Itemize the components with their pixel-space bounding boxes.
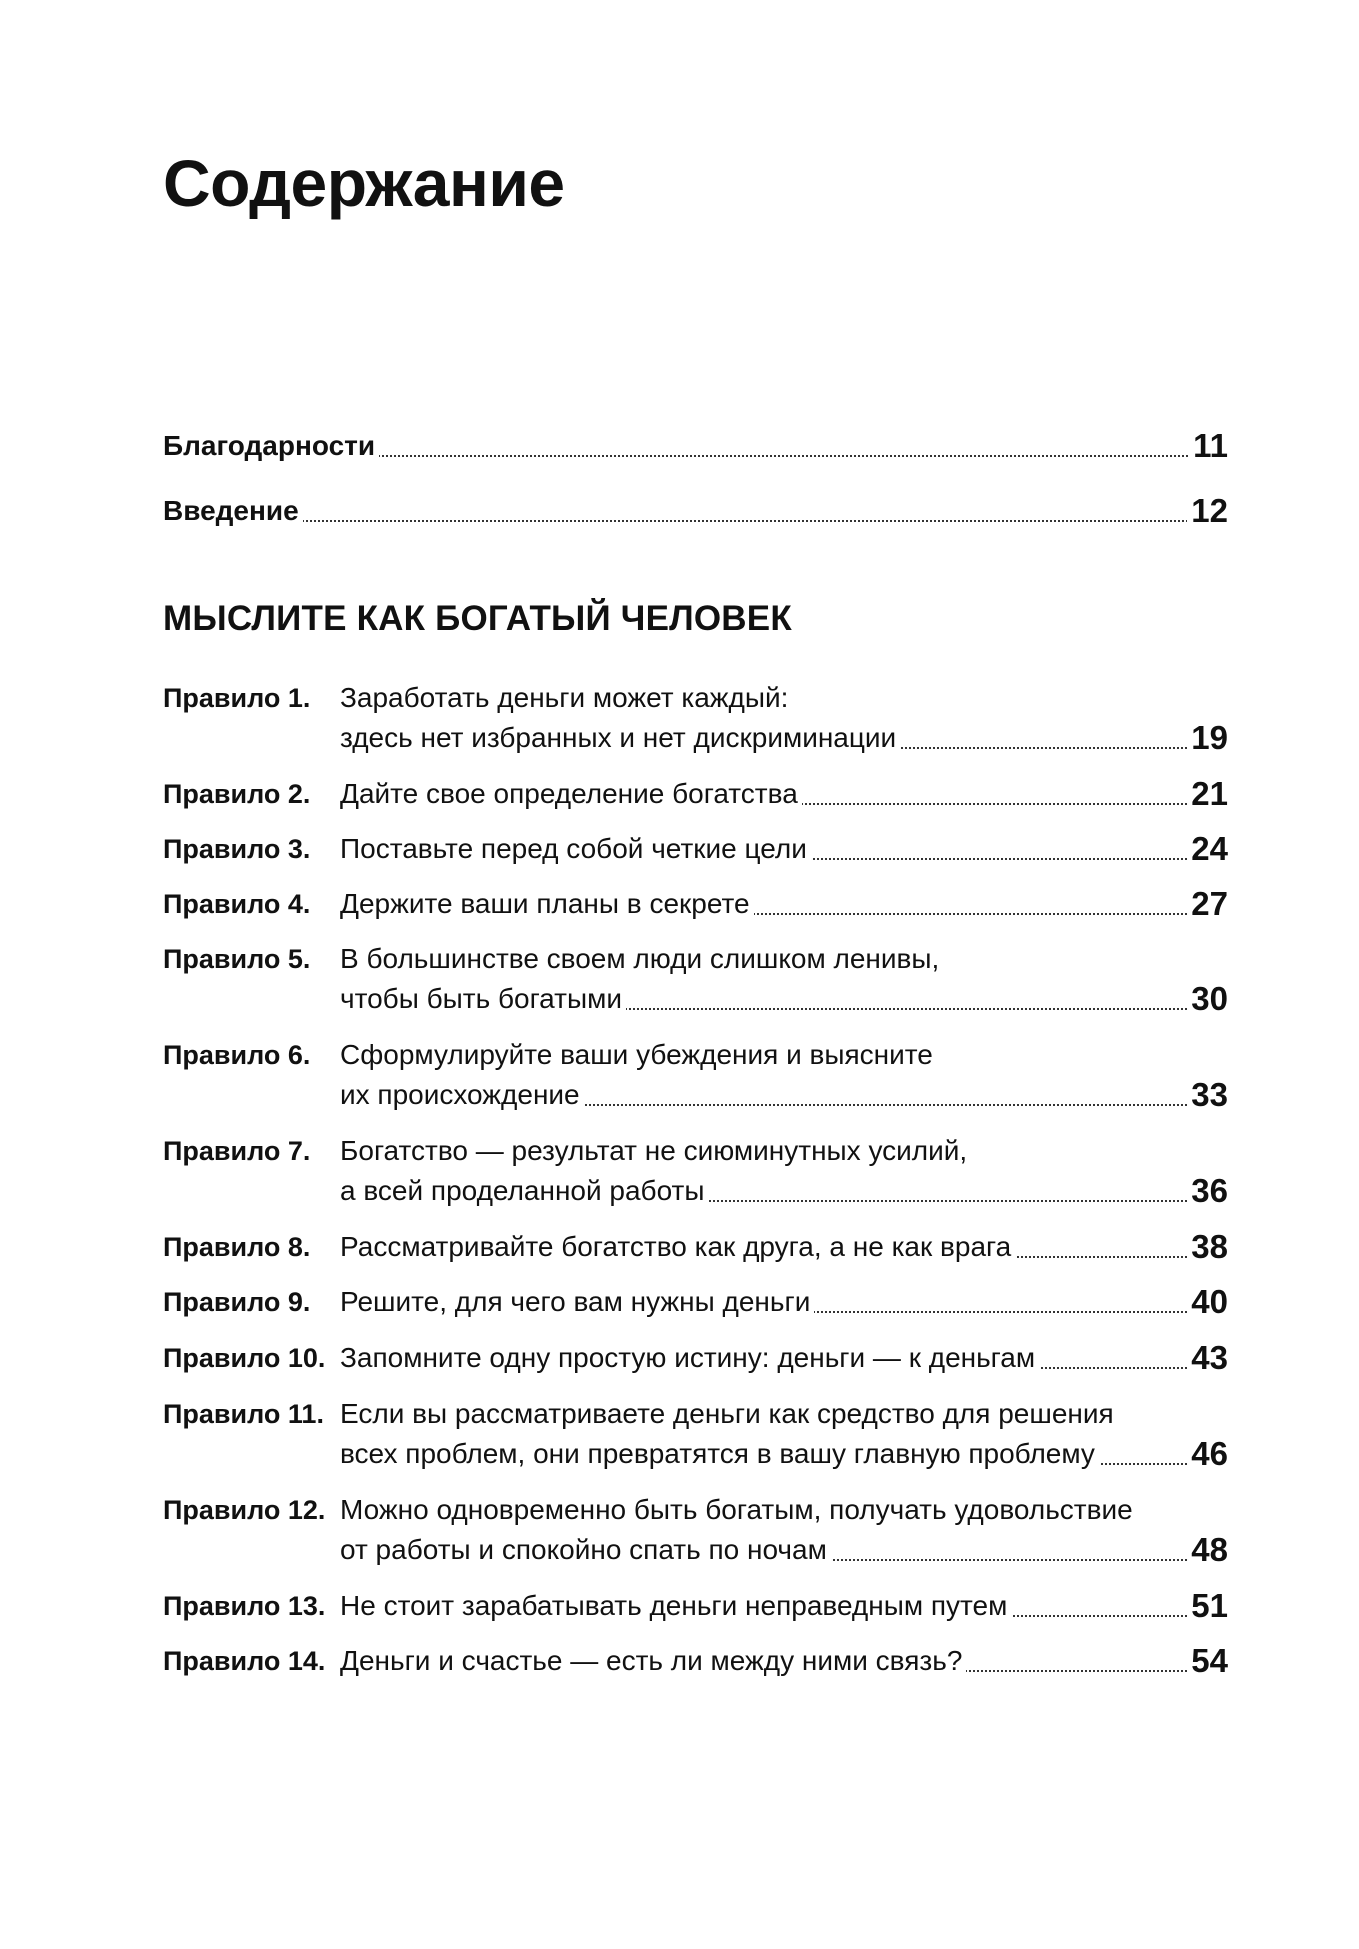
- rule-label: Правило 9.: [163, 1287, 311, 1317]
- rule-title-line2-row: [0, 979, 1359, 1019]
- rule-title: Рассматривайте богатство как друга, а не как врага: [340, 1227, 1015, 1267]
- rule-title: Дайте свое определение богатства: [340, 774, 802, 814]
- rule-page: 27: [1187, 884, 1228, 924]
- rule-title-line2: всех проблем, они превратятся в вашу главную проблему: [340, 1434, 1099, 1474]
- rule-page: 30: [1187, 979, 1228, 1019]
- rule-page: 21: [1187, 774, 1228, 814]
- rule-title-line2-row: [0, 1075, 1359, 1115]
- rule-page: 19: [1187, 718, 1228, 758]
- rule-title-row: [0, 1641, 1359, 1681]
- toc-entry-acknowledgements[interactable]: [0, 426, 1359, 466]
- rule-title-line2: от работы и спокойно спать по ночам: [340, 1530, 831, 1570]
- rule-label: Правило 10.: [163, 1343, 326, 1373]
- rule-page: 46: [1187, 1434, 1228, 1474]
- rule-page: 43: [1187, 1338, 1228, 1378]
- rule-page: 38: [1187, 1227, 1228, 1267]
- rule-page: 51: [1187, 1586, 1228, 1626]
- rule-page: 54: [1187, 1641, 1228, 1681]
- rule-title-line2-row: [0, 1530, 1359, 1570]
- rule-title: Деньги и счастье — есть ли между ними связь?: [340, 1641, 966, 1681]
- dot-leader: [163, 520, 1199, 522]
- rule-title-row: [0, 1282, 1359, 1322]
- rule-title-line2-row: [0, 1171, 1359, 1211]
- rule-title-line1: Богатство — результат не сиюминутных усилий,: [340, 1135, 968, 1166]
- rule-label: Правило 6.: [163, 1040, 311, 1070]
- rule-label: Правило 5.: [163, 944, 311, 974]
- rule-title-row: [0, 774, 1359, 814]
- rule-label: Правило 13.: [163, 1591, 326, 1621]
- rule-title-line2: их происхождение: [340, 1075, 584, 1115]
- rule-label: Правило 8.: [163, 1232, 311, 1262]
- rule-label: Правило 11.: [163, 1399, 324, 1429]
- rule-label: Правило 1.: [163, 683, 311, 713]
- rule-title-line1: Можно одновременно быть богатым, получать удовольствие: [340, 1494, 1133, 1525]
- rule-label: Правило 7.: [163, 1136, 311, 1166]
- rule-title-line1: В большинстве своем люди слишком ленивы,: [340, 943, 940, 974]
- rule-title: Держите ваши планы в секрете: [340, 884, 754, 924]
- rule-page: 33: [1187, 1075, 1228, 1115]
- rule-title-row: [0, 829, 1359, 869]
- rule-title: Решите, для чего вам нужны деньги: [340, 1282, 814, 1322]
- rule-label: Правило 3.: [163, 834, 311, 864]
- rule-title-line1: Если вы рассматриваете деньги как средство для решения: [340, 1398, 1114, 1429]
- rule-page: 48: [1187, 1530, 1228, 1570]
- section-heading: МЫСЛИТЕ КАК БОГАТЫЙ ЧЕЛОВЕК: [163, 599, 792, 638]
- rule-title-line2-row: [0, 718, 1359, 758]
- rule-title-line2: чтобы быть богатыми: [340, 979, 626, 1019]
- rule-title-line2: а всей проделанной работы: [340, 1171, 709, 1211]
- rule-title-line1: Заработать деньги может каждый:: [340, 682, 789, 713]
- rule-page: 40: [1187, 1282, 1228, 1322]
- rule-title-row: [0, 1338, 1359, 1378]
- rule-title-line2: здесь нет избранных и нет дискриминации: [340, 718, 900, 758]
- rule-label: Правило 12.: [163, 1495, 326, 1525]
- rule-title-row: [0, 1586, 1359, 1626]
- toc-entry-title: Введение: [163, 491, 303, 531]
- rule-title-line1: Сформулируйте ваши убеждения и выясните: [340, 1039, 933, 1070]
- rule-title: Не стоит зарабатывать деньги неправедным путем: [340, 1586, 1011, 1626]
- rule-page: 36: [1187, 1171, 1228, 1211]
- rule-page: 24: [1187, 829, 1228, 869]
- rule-title-row: [0, 884, 1359, 924]
- rule-title: Поставьте перед собой четкие цели: [340, 829, 811, 869]
- rule-label: Правило 2.: [163, 779, 311, 809]
- rule-label: Правило 4.: [163, 889, 311, 919]
- rule-title-row: [0, 1227, 1359, 1267]
- rule-title-line2-row: [0, 1434, 1359, 1474]
- page-title: Содержание: [163, 146, 565, 220]
- toc-entry-page: 12: [1187, 491, 1228, 531]
- rule-label: Правило 14.: [163, 1646, 326, 1676]
- toc-entry-page: 11: [1189, 426, 1228, 466]
- toc-entry-title: Благодарности: [163, 426, 379, 466]
- toc-entry-introduction[interactable]: [0, 491, 1359, 531]
- rule-title: Запомните одну простую истину: деньги — к деньгам: [340, 1338, 1039, 1378]
